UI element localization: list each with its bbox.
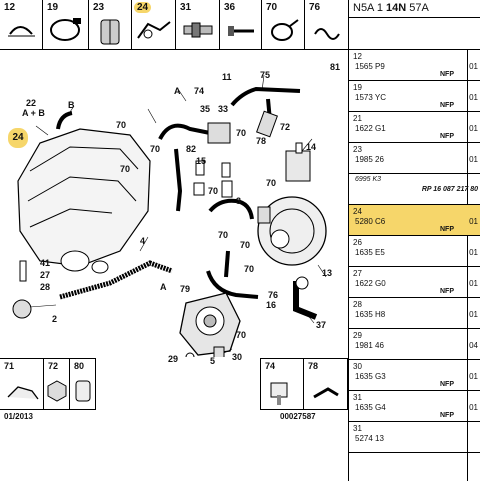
model-code: 14N: [386, 2, 407, 14]
part-reference: 5274 13: [355, 434, 384, 443]
part-reference: 5280 C6: [355, 217, 386, 226]
callout: 70: [116, 120, 127, 130]
part-reference: 1635 G3: [355, 372, 386, 381]
callout: 70: [240, 240, 251, 250]
callout-highlighted[interactable]: 24: [8, 128, 28, 148]
part-reference: 1622 G0: [355, 279, 386, 288]
part-row[interactable]: [349, 236, 480, 267]
part-callout-number: 31: [353, 393, 362, 402]
part-nfp-flag: NFP: [440, 412, 454, 419]
part-replacement: RP 16 087 217 80: [421, 186, 478, 193]
part-row[interactable]: [349, 205, 480, 236]
part-quantity: 01: [469, 310, 478, 319]
thumb-74[interactable]: [260, 358, 304, 410]
callout: 76: [268, 290, 279, 300]
callout: 78: [256, 136, 267, 146]
callout: 15: [196, 156, 207, 166]
part-nfp-flag: NFP: [440, 226, 454, 233]
part-row[interactable]: [349, 174, 480, 205]
part-callout-number: 30: [353, 362, 362, 371]
part-callout-number: 12: [353, 52, 362, 61]
parts-rows: [349, 50, 480, 453]
part-callout-number: 21: [353, 114, 362, 123]
callout: 33: [218, 104, 229, 114]
engine-intake-drawing: [0, 51, 348, 357]
thumb-number: 70: [266, 2, 278, 13]
part-quantity: 01: [469, 62, 478, 71]
callout: 16: [266, 300, 277, 310]
callout: 22: [26, 98, 37, 108]
callout: A: [160, 282, 167, 292]
callout: 13: [322, 268, 333, 278]
callout: 27: [40, 270, 51, 280]
part-reference: 1635 H8: [355, 310, 386, 319]
part-row[interactable]: [349, 143, 480, 174]
callout: A + B: [22, 108, 45, 118]
part-callout-number: 19: [353, 83, 362, 92]
thumb-number: 19: [47, 2, 59, 13]
part-row[interactable]: [349, 50, 480, 81]
part-quantity: 01: [469, 124, 478, 133]
callout: 30: [232, 352, 243, 362]
part-nfp-flag: NFP: [440, 381, 454, 388]
thumb-72[interactable]: [44, 358, 70, 410]
thumb-number: 76: [309, 2, 321, 13]
part-callout-number: 26: [353, 238, 362, 247]
part-row[interactable]: [349, 112, 480, 143]
plug-icon: [70, 371, 96, 411]
thumb-number: 74: [265, 361, 276, 371]
part-callout-number: 23: [353, 145, 362, 154]
callout: 70: [150, 144, 161, 154]
part-reference: 1635 E5: [355, 248, 385, 257]
model-header: [349, 0, 480, 18]
callout: 37: [316, 320, 327, 330]
bottom-thumbnail-bar: [0, 358, 348, 410]
callout: 70: [244, 264, 255, 274]
thumb-78[interactable]: [304, 358, 348, 410]
part-callout-number: 24: [353, 207, 362, 216]
part-callout-number: 27: [353, 269, 362, 278]
callout: 74: [194, 86, 205, 96]
part-nfp-flag: NFP: [440, 102, 454, 109]
callout: 11: [222, 72, 232, 82]
part-row[interactable]: [349, 360, 480, 391]
model-prefix: N5A 1: [353, 2, 387, 14]
grommet-icon: [89, 14, 132, 48]
callout: 70: [236, 128, 247, 138]
callout: 81: [330, 62, 341, 72]
callout: 41: [40, 258, 51, 268]
thumb-number: 31: [180, 2, 192, 13]
part-quantity: 01: [469, 155, 478, 164]
part-row[interactable]: [349, 329, 480, 360]
part-row[interactable]: [349, 81, 480, 112]
part-quantity: 01: [469, 217, 478, 226]
thumb-19[interactable]: [43, 0, 89, 50]
callout: 2: [52, 314, 58, 324]
stud-bolt-icon: [176, 14, 220, 48]
callout: 79: [180, 284, 191, 294]
callout: 35: [200, 104, 211, 114]
thumb-24[interactable]: [132, 0, 176, 50]
part-quantity: 01: [469, 403, 478, 412]
part-quantity: 01: [469, 279, 478, 288]
clip-icon: [0, 371, 44, 411]
callout: 3: [236, 196, 242, 206]
callout: 72: [280, 122, 291, 132]
thumb-number: 36: [224, 2, 236, 13]
callout: 28: [40, 282, 51, 292]
thumb-80[interactable]: [70, 358, 96, 410]
part-quantity: 01: [469, 372, 478, 381]
callout: A: [174, 86, 181, 96]
top-thumbnail-bar: [0, 0, 348, 50]
thumb-number: 24: [134, 2, 151, 13]
thumb-number: 71: [4, 361, 15, 371]
thumb-23[interactable]: [89, 0, 132, 50]
footer-date: 01/2013: [4, 412, 33, 421]
screw-icon: [220, 14, 262, 48]
callout: 70: [218, 230, 229, 240]
model-suffix: 57A: [406, 2, 429, 14]
callout: 70: [236, 330, 247, 340]
callout: 4: [140, 236, 146, 246]
callout: 75: [260, 70, 271, 80]
part-quantity: 04: [469, 341, 478, 350]
footer-code: 00027587: [280, 412, 316, 421]
thumb-number: 80: [74, 361, 85, 371]
hose-clamp-icon: [43, 14, 89, 48]
thumb-number: 72: [48, 361, 59, 371]
bracket-clip-icon: [132, 14, 176, 48]
part-nfp-flag: NFP: [440, 133, 454, 140]
part-quantity: 01: [469, 248, 478, 257]
thumb-76[interactable]: [305, 0, 348, 50]
part-nfp-flag: NFP: [440, 71, 454, 78]
part-reference: 1985 26: [355, 155, 384, 164]
part-callout-number: 29: [353, 331, 362, 340]
callout: 29: [168, 354, 179, 364]
thumb-number: 12: [4, 2, 16, 13]
callout: 82: [186, 144, 197, 154]
part-row[interactable]: [349, 267, 480, 298]
thumb-number: 78: [308, 361, 319, 371]
part-callout-number: 31: [353, 424, 362, 433]
connector-icon: [261, 371, 305, 411]
header-spacer: [349, 18, 480, 50]
part-nfp-flag: NFP: [440, 288, 454, 295]
part-reference: 1565 P9: [355, 62, 385, 71]
part-reference: 1622 G1: [355, 124, 386, 133]
callout: 70: [208, 186, 219, 196]
thumb-71[interactable]: [0, 358, 44, 410]
spring-clamp-icon: [305, 14, 348, 48]
part-reference: 1573 YC: [355, 93, 386, 102]
thumb-12[interactable]: [0, 0, 43, 50]
callout: B: [68, 100, 75, 110]
callout: 5: [210, 356, 216, 366]
part-callout-number: 28: [353, 300, 362, 309]
part-reference: 1635 G4: [355, 403, 386, 412]
part-quantity: 01: [469, 93, 478, 102]
callout: 70: [266, 178, 277, 188]
thumb-36[interactable]: [220, 0, 262, 50]
callout: 14: [306, 142, 317, 152]
part-row[interactable]: [349, 298, 480, 329]
part-row[interactable]: [349, 391, 480, 422]
elbow-connector-icon: [304, 371, 348, 411]
thumb-number: 23: [93, 2, 105, 13]
part-reference: 1981 46: [355, 341, 384, 350]
thumb-31[interactable]: [176, 0, 220, 50]
thumb-70[interactable]: [262, 0, 305, 50]
part-row[interactable]: [349, 422, 480, 453]
hose-clip-icon: [262, 14, 305, 48]
part-sub-reference: 6995 K3: [355, 176, 382, 183]
parts-list-panel: [348, 0, 480, 481]
callout: 70: [120, 164, 131, 174]
nut-icon: [44, 371, 70, 411]
clip-icon: [0, 14, 43, 48]
